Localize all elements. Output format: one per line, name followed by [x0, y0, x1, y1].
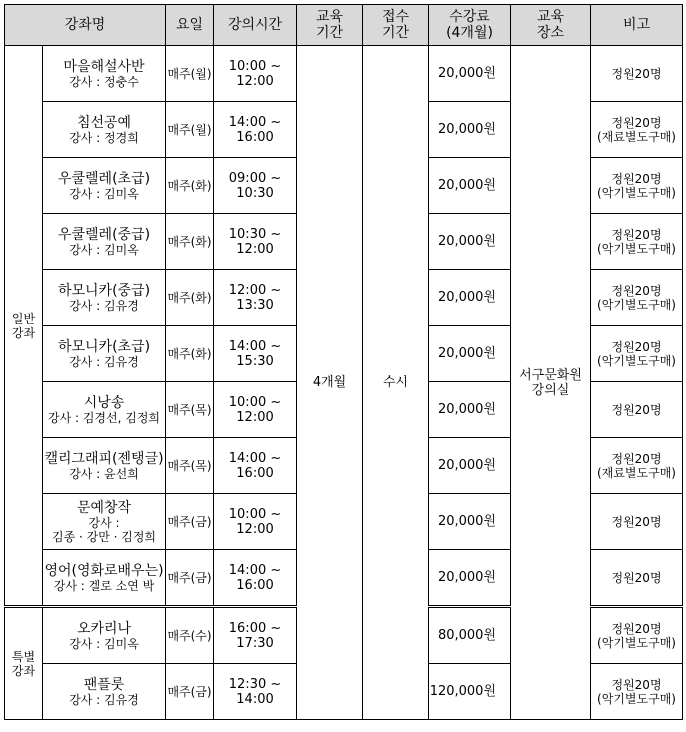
course-time: 10:30 ~ 12:00: [214, 214, 297, 270]
course-instructor: 강사 : 정충수: [69, 74, 139, 89]
course-name-cell: [43, 494, 166, 550]
course-day: 매주(수): [166, 607, 214, 664]
course-instructor: 강사 : 김미옥: [69, 242, 139, 257]
course-note: 정원20명 (악기별도구매): [591, 214, 683, 270]
course-name-cell: [43, 158, 166, 214]
course-title: 우쿨렐레(초급): [57, 170, 151, 187]
course-fee: 120,000원: [429, 664, 511, 720]
course-instructor: 강사 : 김유경: [69, 692, 139, 707]
header-fee: 수강료 (4개월): [429, 5, 511, 46]
course-note: 정원20명: [591, 550, 683, 607]
course-time: 14:00 ~ 16:00: [214, 550, 297, 607]
course-day: 매주(월): [166, 102, 214, 158]
course-day: 매주(화): [166, 214, 214, 270]
course-time: 10:00 ~ 12:00: [214, 494, 297, 550]
course-name-cell: [43, 326, 166, 382]
reception-cell: 수시: [363, 46, 429, 720]
course-note: 정원20명 (재료별도구매): [591, 102, 683, 158]
course-name-cell: [43, 438, 166, 494]
course-day: 매주(금): [166, 664, 214, 720]
course-note: 정원20명 (악기별도구매): [591, 158, 683, 214]
course-fee: 80,000원: [429, 607, 511, 664]
course-instructor: 강사 : 겔로 소연 박: [53, 578, 155, 593]
course-time: 12:30 ~ 14:00: [214, 664, 297, 720]
course-fee: 20,000원: [429, 382, 511, 438]
course-schedule-table: [4, 4, 683, 720]
course-name-cell: [43, 607, 166, 664]
header-day: 요일: [166, 5, 214, 46]
course-name-cell: [43, 46, 166, 102]
course-fee: 20,000원: [429, 326, 511, 382]
course-title: 우쿨렐레(중급): [57, 226, 151, 243]
course-time: 14:00 ~ 16:00: [214, 438, 297, 494]
course-day: 매주(금): [166, 494, 214, 550]
category-cell: 일반 강좌: [5, 46, 43, 607]
course-time: 12:00 ~ 13:30: [214, 270, 297, 326]
header-note: 비고: [591, 5, 683, 46]
location-cell: 서구문화원 강의실: [511, 46, 591, 720]
course-time: 09:00 ~ 10:30: [214, 158, 297, 214]
header-location: 교육 장소: [511, 5, 591, 46]
course-title: 캘리그래피(젠탱글): [44, 450, 164, 467]
course-row: [5, 46, 683, 102]
category-cell: 특별 강좌: [5, 607, 43, 720]
course-note: 정원20명: [591, 494, 683, 550]
course-name-cell: [43, 664, 166, 720]
header-reception: 접수 기간: [363, 5, 429, 46]
course-fee: 20,000원: [429, 438, 511, 494]
course-time: 16:00 ~ 17:30: [214, 607, 297, 664]
course-day: 매주(목): [166, 382, 214, 438]
course-day: 매주(월): [166, 46, 214, 102]
course-name-cell: [43, 270, 166, 326]
course-title: 영어(영화로배우는): [44, 562, 164, 579]
course-title: 오카리나: [76, 620, 132, 637]
course-time: 10:00 ~ 12:00: [214, 382, 297, 438]
course-instructor: 강사 : 김경선, 김정희: [47, 410, 161, 425]
period-cell: 4개월: [297, 46, 363, 720]
course-day: 매주(금): [166, 550, 214, 607]
course-time: 14:00 ~ 15:30: [214, 326, 297, 382]
course-title: 시낭송: [83, 394, 125, 411]
course-fee: 20,000원: [429, 214, 511, 270]
course-instructor: 강사 : 김유경: [69, 298, 139, 313]
course-note: 정원20명 (재료별도구매): [591, 438, 683, 494]
course-fee: 20,000원: [429, 550, 511, 607]
course-note: 정원20명 (악기별도구매): [591, 607, 683, 664]
course-name-cell: [43, 102, 166, 158]
course-day: 매주(화): [166, 270, 214, 326]
course-instructor: 강사 : 김미옥: [69, 636, 139, 651]
course-fee: 20,000원: [429, 494, 511, 550]
course-instructor: 강사 : 정경희: [69, 130, 139, 145]
course-title: 하모니카(중급): [57, 282, 151, 299]
course-day: 매주(목): [166, 438, 214, 494]
course-fee: 20,000원: [429, 270, 511, 326]
course-title: 마을해설사반: [63, 58, 145, 75]
course-fee: 20,000원: [429, 158, 511, 214]
header-period: 교육 기간: [297, 5, 363, 46]
course-time: 14:00 ~ 16:00: [214, 102, 297, 158]
course-title: 하모니카(초급): [57, 338, 151, 355]
course-note: 정원20명 (악기별도구매): [591, 270, 683, 326]
header-row: [5, 5, 683, 46]
course-name-cell: [43, 214, 166, 270]
course-instructor: 강사 : 윤선희: [69, 466, 139, 481]
course-instructor: 강사 : 김유경: [69, 354, 139, 369]
course-fee: 20,000원: [429, 46, 511, 102]
course-time: 10:00 ~ 12:00: [214, 46, 297, 102]
course-day: 매주(화): [166, 158, 214, 214]
course-name-cell: [43, 550, 166, 607]
course-note: 정원20명 (악기별도구매): [591, 326, 683, 382]
course-title: 팬플룻: [83, 676, 125, 693]
header-course-name: 강좌명: [5, 5, 166, 46]
course-day: 매주(화): [166, 326, 214, 382]
course-fee: 20,000원: [429, 102, 511, 158]
course-note: 정원20명: [591, 46, 683, 102]
course-note: 정원20명 (악기별도구매): [591, 664, 683, 720]
course-note: 정원20명: [591, 382, 683, 438]
course-title: 침선공예: [76, 114, 132, 131]
header-time: 강의시간: [214, 5, 297, 46]
course-name-cell: [43, 382, 166, 438]
course-title: 문예창작: [76, 499, 132, 516]
course-instructor: 강사 : 김종 · 강만 · 김정희: [51, 515, 157, 544]
course-instructor: 강사 : 김미옥: [69, 186, 139, 201]
